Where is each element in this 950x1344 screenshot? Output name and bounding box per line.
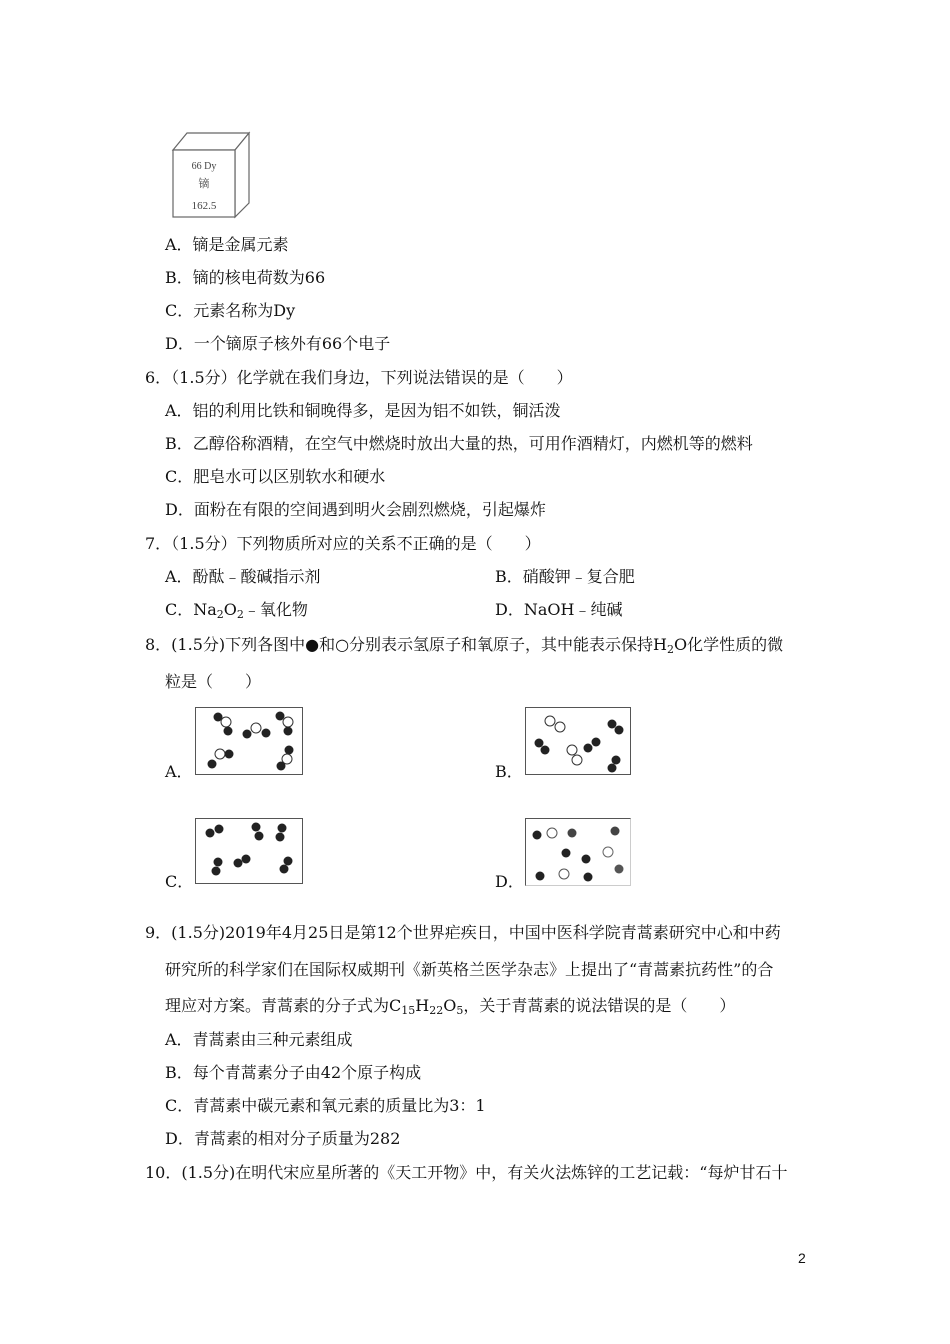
element-symbol-text: 66 Dy — [191, 161, 217, 172]
q8-option-d-label: D． — [495, 872, 524, 891]
page-number: 2 — [798, 1250, 806, 1266]
q7-option-a: A．酚酞﹣酸碱指示剂 — [165, 567, 321, 586]
q8-stem: 8．(1.5分)下列各图中●和○分别表示氢原子和氧原子，其中能表示保持H2O化学性质的微 — [145, 635, 784, 656]
q6-stem: 6．（1.5分）化学就在我们身边，下列说法错误的是（ ） — [145, 368, 573, 387]
q8-option-b-label: B． — [495, 762, 523, 781]
q7-option-d: D．NaOH﹣纯碱 — [495, 600, 623, 619]
q6-option-c: C．肥皂水可以区别软水和硬水 — [165, 467, 386, 486]
q8-figure-a — [195, 707, 303, 775]
q9-option-c: C．青蒿素中碳元素和氧元素的质量比为3：1 — [165, 1096, 486, 1115]
q8-figure-d — [525, 818, 631, 886]
q10-stem-line1: 10．(1.5分)在明代宋应星所著的《天工开物》中，有关火法炼锌的工艺记载：“每炉甘石十 — [145, 1163, 788, 1182]
q6-option-d: D．面粉在有限的空间遇到明火会剧烈燃烧，引起爆炸 — [165, 500, 546, 519]
q7-stem: 7．（1.5分）下列物质所对应的关系不正确的是（ ） — [145, 534, 541, 553]
q9-option-b: B．每个青蒿素分子由42个原子构成 — [165, 1063, 422, 1082]
q9-option-a: A．青蒿素由三种元素组成 — [165, 1030, 353, 1049]
q7-option-c: C．Na2O2﹣氧化物 — [165, 600, 308, 621]
q5-option-d: D．一个镝原子核外有66个电子 — [165, 334, 391, 353]
q9-stem-line3: 理应对方案。青蒿素的分子式为C15H22O5，关于青蒿素的说法错误的是（ ） — [165, 996, 736, 1017]
q8-stem-line2: 粒是（ ） — [165, 672, 262, 691]
q5-option-a: A．镝是金属元素 — [165, 235, 289, 254]
q5-option-b: B．镝的核电荷数为66 — [165, 268, 326, 287]
q9-stem-line1: 9．(1.5分)2019年4月25日是第12个世界疟疾日，中国中医科学院青蒿素研究中心和中药 — [145, 923, 781, 942]
q9-stem-line2: 研究所的科学家们在国际权威期刊《新英格兰医学杂志》上提出了“青蒿素抗药性”的合 — [165, 960, 774, 979]
element-card-figure — [165, 125, 255, 220]
q8-figure-b — [525, 707, 631, 775]
element-name-text: 镝 — [198, 178, 210, 190]
q8-figure-c — [195, 818, 303, 884]
q8-option-c-label: C． — [165, 872, 194, 891]
q9-option-d: D．青蒿素的相对分子质量为282 — [165, 1129, 401, 1148]
q7-option-b: B．硝酸钾﹣复合肥 — [495, 567, 635, 586]
q8-option-a-label: A． — [165, 762, 193, 781]
q6-option-b: B．乙醇俗称酒精，在空气中燃烧时放出大量的热，可用作酒精灯，内燃机等的燃料 — [165, 434, 753, 453]
q6-option-a: A．铝的利用比铁和铜晚得多，是因为铝不如铁，铜活泼 — [165, 401, 561, 420]
element-mass-text: 162.5 — [191, 200, 217, 212]
q5-option-c: C．元素名称为Dy — [165, 301, 296, 320]
